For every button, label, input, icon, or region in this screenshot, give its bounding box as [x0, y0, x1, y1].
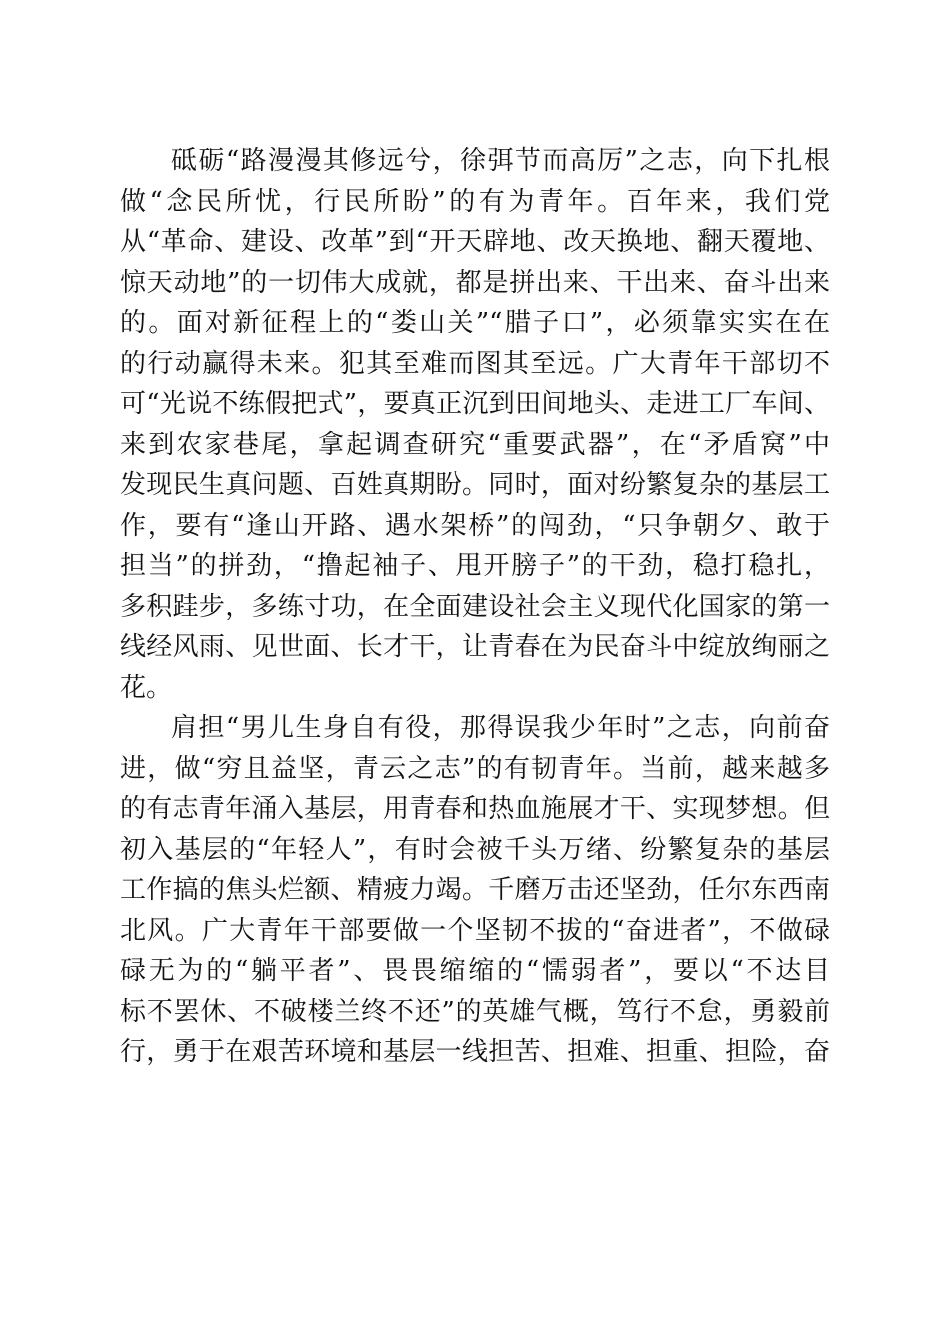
text-line: 来到农家巷尾，拿起调查研究“重要武器”，在“矛盾窝”中 — [120, 429, 830, 460]
text-line: 作，要有“逢山开路、遇水架桥”的闯劲，“只争朝夕、敢于 — [120, 510, 830, 541]
text-line: 线经风雨、见世面、长才干，让青春在为民奋斗中绽放绚丽之 — [120, 632, 830, 662]
text-line: 的有志青年涌入基层，用青春和热血施展才干、实现梦想。但 — [120, 794, 830, 824]
text-line: 工作搞的焦头烂额、精疲力竭。千磨万击还坚劲，任尔东西南 — [120, 875, 830, 905]
text-line: 做“念民所忧，行民所盼”的有为青年。百年来，我们党 — [120, 186, 830, 217]
text-line: 进，做“穷且益坚，青云之志”的有韧青年。当前，越来越多 — [120, 753, 830, 784]
text-line: 担当”的拼劲，“撸起袖子、甩开膀子”的干劲，稳打稳扎， — [120, 551, 830, 581]
text-line: 行，勇于在艰苦环境和基层一线担苦、担难、担重、担险，奋 — [120, 1037, 830, 1067]
text-line: 发现民生真问题、百姓真期盼。同时，面对纷繁复杂的基层工 — [120, 470, 830, 500]
document-body — [120, 141, 830, 1073]
text-line: 惊天动地”的一切伟大成就，都是拼出来、干出来、奋斗出来 — [120, 267, 830, 298]
text-line: 多积跬步，多练寸功，在全面建设社会主义现代化国家的第一 — [120, 591, 830, 622]
paragraph-2 — [120, 708, 830, 1073]
text-line: 花。 — [120, 672, 173, 703]
text-line: 碌无为的“躺平者”、畏畏缩缩的“懦弱者”，要以“不达目 — [120, 956, 830, 986]
text-line: 的行动赢得未来。犯其至难而图其至远。广大青年干部切不 — [120, 348, 830, 379]
text-line: 初入基层的“年轻人”，有时会被千头万绪、纷繁复杂的基层 — [120, 834, 830, 865]
text-line: 从“革命、建设、改革”到“开天辟地、改天换地、翻天覆地、 — [120, 227, 830, 257]
text-line: 北风。广大青年干部要做一个坚韧不拔的“奋进者”，不做碌 — [120, 915, 830, 946]
text-line: 的。面对新征程上的“娄山关”“腊子口”，必须靠实实在在 — [120, 308, 830, 338]
text-line: 可“光说不练假把式”，要真正沉到田间地头、走进工厂车间、 — [120, 389, 830, 419]
text-line: 肩担“男儿生身自有役，那得误我少年时”之志，向前奋 — [171, 713, 830, 743]
text-line: 标不罢休、不破楼兰终不还”的英雄气概，笃行不怠，勇毅前 — [120, 996, 830, 1027]
text-line: 砥砺“路漫漫其修远兮，徐弭节而高厉”之志，向下扎根 — [171, 146, 830, 176]
paragraph-1 — [120, 141, 830, 708]
